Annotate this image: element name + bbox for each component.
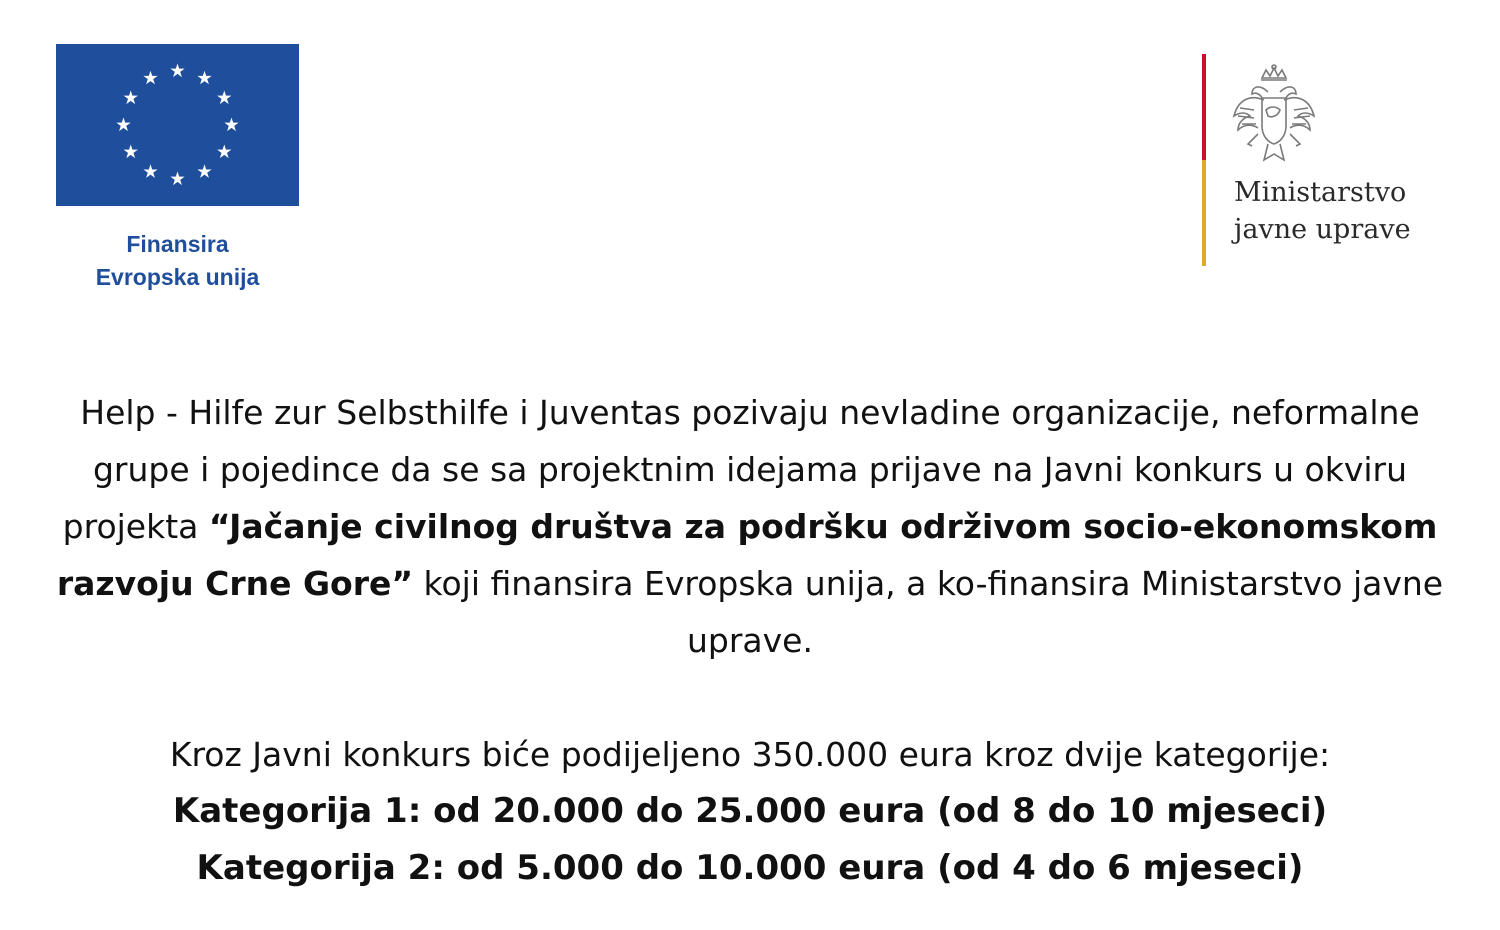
ministry-name [1234,174,1411,248]
intro-text-part2: koji finansira Evropska unija, a ko-finansira Ministarstvo javne uprave. [413,564,1444,660]
intro-text-part1: Help - Hilfe zur Selbsthilfe i Juventas pozivaju nevladine organizacije, neformalne grupe i pojedince da se sa projektnim idejama prijave na Javni konkurs u okviru projekta [62,393,1420,546]
ministry-color-bar [1202,54,1206,266]
coat-of-arms-icon [1228,64,1320,168]
announcement [30,384,1470,897]
eu-logo [56,44,299,294]
budget-paragraph [30,726,1470,897]
eu-caption-line2: Evropska unija [95,264,260,290]
project-title: “Jačanje civilnog društva za podršku održivom socio-ekonomskom razvoju Crne Gore” [56,507,1438,603]
eu-flag-icon [56,44,299,206]
budget-line: Kroz Javni konkurs biće podijeljeno 350.000 eura kroz dvije kategorije: [169,735,1331,774]
ministry-logo [1200,54,1460,266]
ministry-name-line1: Ministarstvo [1234,177,1407,208]
category-1: Kategorija 1: od 20.000 do 25.000 eura (od 8 do 10 mjeseci) [172,791,1328,831]
eu-caption [56,228,299,294]
category-2: Kategorija 2: od 5.000 do 10.000 eura (od 4 do 6 mjeseci) [196,848,1304,888]
intro-paragraph [30,384,1470,669]
eu-caption-line1: Finansira [126,231,229,257]
ministry-name-line2: javne uprave [1234,214,1411,245]
